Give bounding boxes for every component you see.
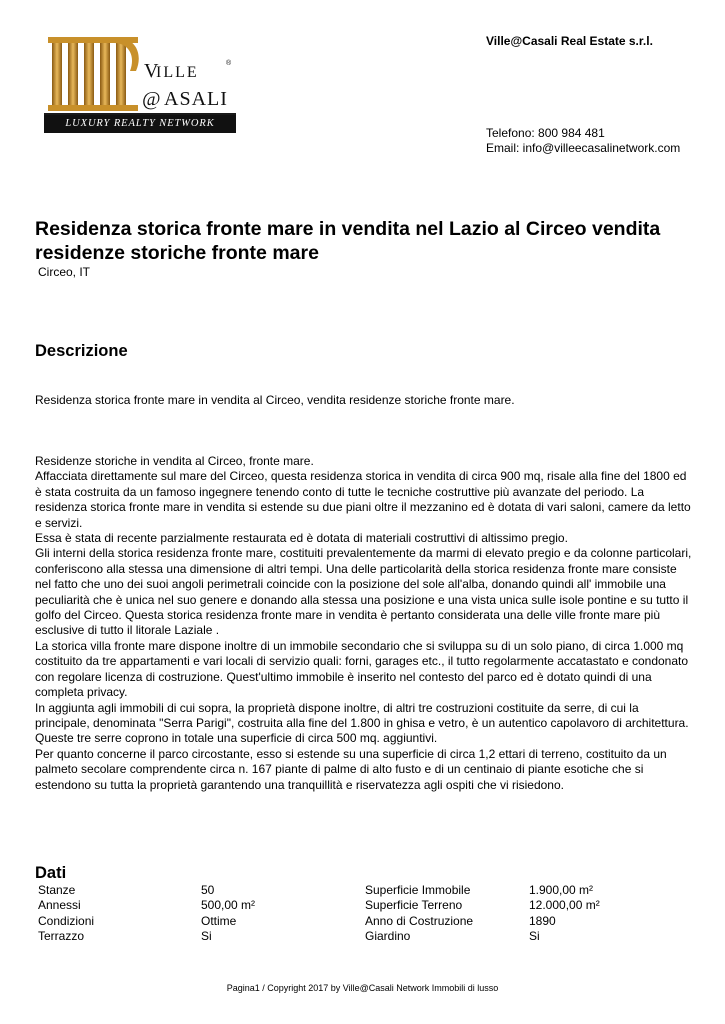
data-value: Si: [201, 929, 212, 944]
logo-name-ille: ILLE: [156, 64, 199, 81]
data-row: [35, 914, 695, 929]
data-label: Stanze: [38, 883, 76, 897]
description-paragraph: In aggiunta agli immobili di cui sopra, la proprietà dispone inoltre, di altri tre costruzioni costituite da serre, di cui la principale, denominata "Serra Parigi", costruita alla fine del 1.800 in ghisa e vetro, è un autentico capolavoro di architettura. Queste tre serre coprono in totale una superficie di circa 500 mq. aggiuntivi.: [35, 700, 689, 746]
logo-tagline: LUXURY REALTY NETWORK: [44, 115, 236, 133]
data-value: Ottime: [201, 913, 237, 928]
data-value: 1.900,00 m²: [529, 883, 594, 897]
description-paragraph: Per quanto concerne il parco circostante, esso si estende su una superficie di circa 1,2 ettari di terreno, costituito da un palmeto secolare comprendente circa n. 167 piante di palme di alto fusto e di un centinaio di piante esotiche che si estendono su tutta la proprietà garantendo una tranquillità e riservatezza agli ospiti che vi risiedono.: [35, 746, 667, 792]
data-value: Si: [529, 929, 540, 944]
contact-block: [486, 126, 680, 156]
company-logo: [44, 33, 236, 133]
data-label: Anno di Costruzione: [365, 913, 474, 928]
description-paragraph: Affacciata direttamente sul mare del Circeo, questa residenza storica in vendita di circa 900 mq, risale alla fine del 1800 ed è stata costruita da un famoso ingegnere tenendo conto di tutte le tecniche costruttive più avanzate del periodo. La residenza storica fronte mare in vendita si estende su due piani oltre il mezzanino ed è dotata di vari saloni, camere da letto e servizi.: [35, 469, 691, 530]
data-value: 500,00 m²: [201, 898, 256, 913]
description-paragraph: La storica villa fronte mare dispone inoltre di un immobile secondario che si sviluppa su di un solo piano, di circa 1.000 mq costituito da tre appartamenti e vari locali di servizio quali: forni, garages etc., il tutto regolarmente accatastato e condonato con regolare licenza di costruzione. Quest'ultimo immobile è inserito nel contesto del parco ed è dotato quindi di una completa privacy.: [35, 638, 689, 700]
logo-reg-mark: ®: [226, 60, 232, 67]
logo-artwork: [44, 33, 236, 113]
description-paragraph: Residenze storiche in vendita al Circeo, fronte mare.: [35, 454, 314, 468]
logo-at: @: [142, 88, 161, 110]
data-label: Giardino: [365, 929, 411, 944]
page-footer: Pagina1 / Copyright 2017 by Ville@Casali Network Immobili di lusso: [226, 983, 499, 993]
logo-name-asali: ASALI: [164, 88, 228, 110]
data-row: [35, 883, 695, 898]
contact-phone: Telefono: 800 984 481: [486, 126, 605, 140]
data-label: Terrazzo: [38, 929, 85, 944]
data-row: [35, 929, 695, 944]
data-value: 12.000,00 m²: [529, 898, 600, 913]
description-summary: Residenza storica fronte mare in vendita al Circeo, vendita residenze storiche fronte mare.: [35, 393, 515, 407]
contact-email: Email: info@villeecasalinetwork.com: [486, 141, 681, 155]
data-heading: Dati: [35, 864, 67, 882]
data-table: [35, 883, 695, 945]
listing-location: Circeo, IT: [38, 265, 91, 279]
data-label: Annessi: [38, 898, 81, 913]
columns-icon: [44, 33, 236, 113]
data-label: Superficie Immobile: [365, 883, 471, 897]
data-label: Condizioni: [38, 913, 95, 928]
company-name: Ville@Casali Real Estate s.r.l.: [486, 34, 653, 48]
svg-text:V: V: [144, 60, 159, 82]
description-heading: Descrizione: [35, 342, 128, 360]
data-row: [35, 898, 695, 913]
description-paragraph: Gli interni della storica residenza fronte mare, costituiti prevalentemente da marmi di elevato pregio e da colonne particolari, conferiscono alla stessa una dimensione di altri tempi. Una delle particolarità della storica residenza fronte mare consiste nel fatto che uno dei suoi angoli perimetrali coincide con la posizione del sole all'alba, donando quindi all' immobile una peculiarità che è unica nel suo genere e donando alla stessa una posizione e una vista unica sulle isole pontine e su tutto il golfo del Circeo. Questa storica residenza fronte mare in vendita è pertanto considerata una delle ville fronte mare più esclusive di tutto il litorale Laziale .: [35, 546, 692, 638]
description-body: [35, 454, 695, 793]
data-label: Superficie Terreno: [365, 898, 463, 913]
data-value: 50: [201, 883, 215, 897]
data-value: 1890: [529, 913, 556, 928]
listing-title: Residenza storica fronte mare in vendita nel Lazio al Circeo vendita residenze storiche fronte mare: [35, 218, 661, 264]
description-paragraph: Essa è stata di recente parzialmente restaurata ed è dotata di materiali costruttivi di altissimo pregio.: [35, 531, 568, 546]
